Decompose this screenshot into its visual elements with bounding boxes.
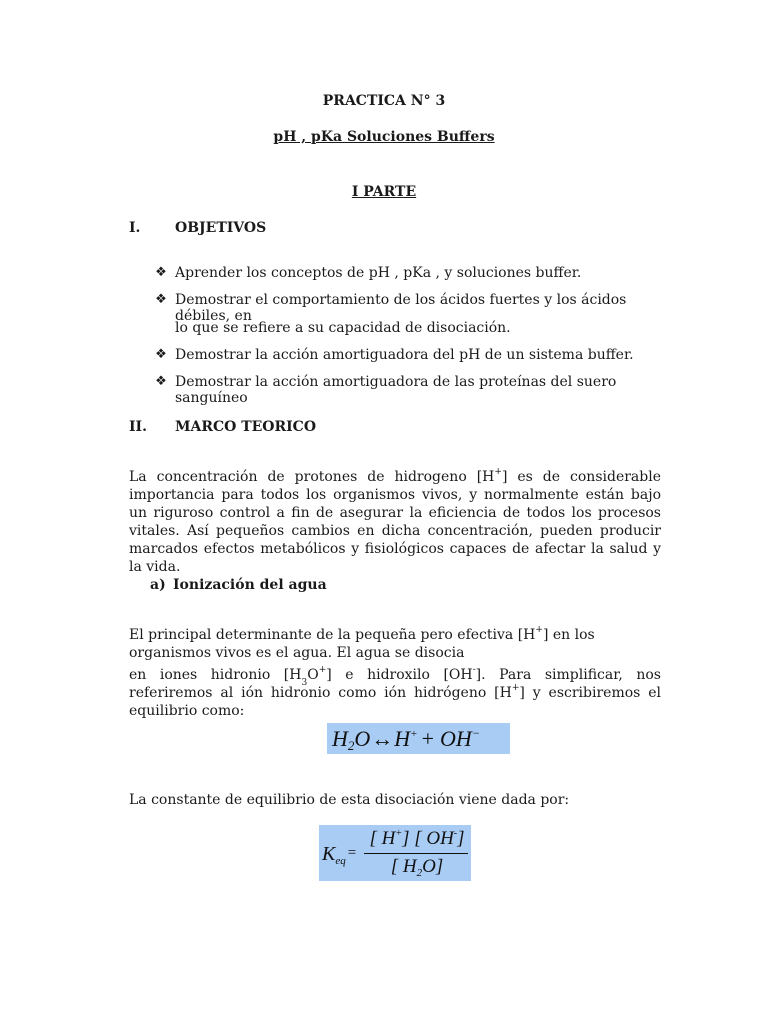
subscript: 3 xyxy=(301,677,308,688)
eq-superscript: + xyxy=(410,728,418,740)
equilibrium-arrow-icon: ↔ xyxy=(371,726,394,751)
text-run: El principal determinante de la pequeña pero efectiva [H xyxy=(129,627,536,643)
eq-operator: = xyxy=(347,845,357,861)
objective-item: Demostrar la acción amortiguadora del pH de un sistema buffer. xyxy=(175,347,634,363)
text-run: ] y escribiremos el equilibrio como: xyxy=(129,685,661,719)
superscript: + xyxy=(511,683,520,694)
bullet-icon: ❖ xyxy=(155,292,167,307)
eq-symbol: O xyxy=(354,726,371,751)
intro-paragraph xyxy=(129,468,661,576)
eq-symbol: O] xyxy=(422,856,444,877)
text-run: ]. Para simplificar, nos referiremos al ión hidronio como ión hidrógeno [H xyxy=(129,667,661,701)
objective-item-continuation: lo que se refiere a su capacidad de disociación. xyxy=(175,320,511,336)
water-equilibrium-equation xyxy=(327,723,510,754)
section-2-number: II. xyxy=(129,419,147,435)
part-heading xyxy=(0,184,768,200)
fraction-numerator xyxy=(365,828,469,850)
objective-item: Demostrar el comportamiento de los ácidos fuertes y los ácidos débiles, en xyxy=(175,292,627,324)
eq-superscript: + xyxy=(395,828,403,839)
text-run: ] es de considerable importancia para todos los organismos vivos, y normalmente están bajo un riguroso control a fin de asegurar la eficiencia de todos los procesos vitales. Así pequeños cambios en dicha concentración, pueden producir marcados efectos metabólicos y fisiológicos capaces de afectar la salud y la vida. xyxy=(129,469,661,575)
water-paragraph xyxy=(129,626,661,662)
part-heading-text: I PARTE xyxy=(351,184,417,200)
page-title: PRACTICA N° 3 xyxy=(322,93,446,109)
section-1-title: OBJETIVOS xyxy=(175,220,267,236)
equilibrium-constant-equation xyxy=(319,825,471,881)
superscript: + xyxy=(535,625,543,636)
page-subtitle xyxy=(0,129,768,145)
bullet-icon: ❖ xyxy=(155,347,167,362)
constant-paragraph: La constante de equilibrio de esta disociación viene dada por: xyxy=(129,792,570,808)
eq-symbol: H xyxy=(332,726,348,751)
fraction-bar xyxy=(364,853,468,854)
subsection-a-title: Ionización del agua xyxy=(173,577,327,593)
eq-symbol: OH xyxy=(440,726,472,751)
section-1-number: I. xyxy=(129,220,141,236)
eq-symbol: [ H xyxy=(369,828,396,849)
eq-symbol: [ H xyxy=(390,856,417,877)
subsection-a-label: a) xyxy=(150,577,166,593)
text-run: en iones hidronio [H xyxy=(129,667,302,683)
subtitle-text: pH , pKa Soluciones Buffers xyxy=(273,129,495,145)
eq-symbol: H xyxy=(394,726,411,751)
text-run: ] e hidroxilo [OH xyxy=(326,667,473,683)
eq-subscript: eq xyxy=(335,855,346,867)
superscript: - xyxy=(472,665,476,676)
eq-symbol: K xyxy=(322,843,336,865)
bullet-icon: ❖ xyxy=(155,374,167,389)
text-run: O xyxy=(307,667,319,683)
text-run: La concentración de protones de hidrogeno [H xyxy=(129,469,495,485)
bullet-icon: ❖ xyxy=(155,265,167,280)
fraction-denominator xyxy=(365,856,469,878)
eq-subscript: 2 xyxy=(347,738,355,753)
eq-subscript: 2 xyxy=(416,867,423,879)
superscript: + xyxy=(494,467,502,478)
section-2-title: MARCO TEORICO xyxy=(175,419,317,435)
objective-item: Aprender los conceptos de pH , pKa , y soluciones buffer. xyxy=(175,265,582,281)
eq-superscript: - xyxy=(453,828,458,839)
ions-paragraph xyxy=(129,666,661,720)
text-run: ] en los organismos vivos es el agua. El agua se disocia xyxy=(129,627,595,661)
superscript: + xyxy=(318,665,327,676)
objective-item: Demostrar la acción amortiguadora de las proteínas del suero sanguíneo xyxy=(175,374,617,406)
eq-symbol: ] xyxy=(457,828,465,849)
eq-operator: + xyxy=(421,726,435,751)
eq-symbol: ] [ OH xyxy=(402,828,454,849)
eq-superscript: − xyxy=(471,726,480,740)
